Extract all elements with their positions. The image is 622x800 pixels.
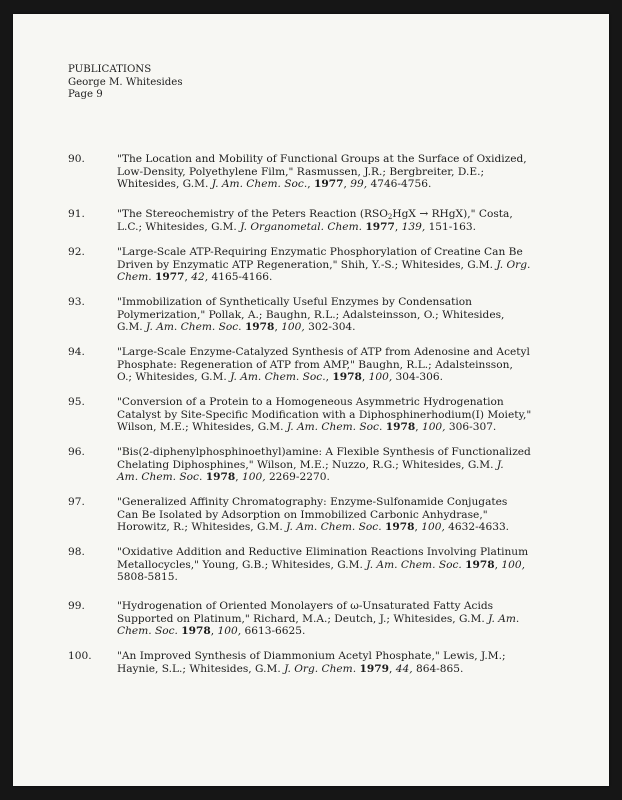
entry-number: 91. — [68, 208, 85, 220]
citation-line: Catalyst by Site-Specific Modification with a Diphosphinerhodium(I) Moiety," — [117, 408, 532, 421]
entry-citation — [117, 600, 557, 638]
citation-line: "Oxidative Addition and Reductive Elimination Reactions Involving Platinum — [117, 546, 529, 558]
citation-line: G.M. J. Am. Chem. Soc. 1978, 100, 302-304. — [117, 321, 356, 334]
entry-number: 93. — [68, 296, 85, 308]
header-title: PUBLICATIONS — [68, 64, 152, 75]
entry-citation — [117, 546, 557, 584]
citation-line: "Hydrogenation of Oriented Monolayers of ω-Unsaturated Fatty Acids — [117, 600, 494, 612]
entry-citation — [117, 396, 557, 434]
citation-line: Chelating Diphosphines," Wilson, M.E.; Nuzzo, R.G.; Whitesides, G.M. J. — [117, 458, 504, 471]
entry-number: 95. — [68, 396, 85, 408]
citation-line: Chem. 1977, 42, 4165-4166. — [117, 271, 273, 284]
citation-line: Phosphate: Regeneration of ATP from AMP," Baughn, R.L.; Adalsteinsson, — [117, 358, 513, 371]
citation-line: Can Be Isolated by Adsorption on Immobilized Carbonic Anhydrase," — [117, 508, 488, 521]
entry-citation — [117, 246, 557, 284]
citation-line: Wilson, M.E.; Whitesides, G.M. J. Am. Chem. Soc. 1978, 100, 306-307. — [117, 421, 497, 434]
citation-line: "Large-Scale ATP-Requiring Enzymatic Phosphorylation of Creatine Can Be — [117, 246, 523, 258]
citation-line: "The Stereochemistry of the Peters Reaction ($RSO_2HgX$ → RHgX)," Costa, — [117, 208, 513, 221]
header-author: George M. Whitesides — [68, 76, 183, 88]
citation-line: Metallocycles," Young, G.B.; Whitesides, G.M. J. Am. Chem. Soc. 1978, 100, — [117, 558, 525, 571]
entry-number: 98. — [68, 546, 85, 558]
citation-line: "Bis(2-diphenylphosphinoethyl)amine: A Flexible Synthesis of Functionalized — [117, 446, 531, 458]
citation-line: Supported on Platinum," Richard, M.A.; Deutch, J.; Whitesides, G.M. J. Am. — [117, 612, 520, 625]
citation-line: "An Improved Synthesis of Diammonium Acetyl Phosphate," Lewis, J.M.; — [117, 650, 506, 662]
citation-line: Horowitz, R.; Whitesides, G.M. J. Am. Chem. Soc. 1978, 100, 4632-4633. — [117, 521, 510, 534]
entry-citation — [117, 208, 557, 233]
citation-line: Haynie, S.L.; Whitesides, G.M. J. Org. Chem. 1979, 44, 864-865. — [117, 662, 464, 675]
citation-line: "Large-Scale Enzyme-Catalyzed Synthesis of ATP from Adenosine and Acetyl — [117, 346, 530, 358]
entry-number: 92. — [68, 246, 85, 258]
entry-number: 94. — [68, 346, 85, 358]
entry-citation — [117, 496, 557, 534]
citation-line: L.C.; Whitesides, G.M. J. Organometal. Chem. 1977, 139, 151-163. — [117, 220, 476, 233]
header-page-number: Page 9 — [68, 89, 103, 101]
citation-line: Driven by Enzymatic ATP Regeneration," Shih, Y.-S.; Whitesides, G.M. J. Org. — [117, 258, 531, 271]
citation-line: "Immobilization of Synthetically Useful Enzymes by Condensation — [117, 296, 472, 308]
entry-number: 100. — [68, 650, 92, 662]
entry-number: 99. — [68, 600, 85, 612]
citation-line: "Generalized Affinity Chromatography: Enzyme-Sulfonamide Conjugates — [117, 496, 508, 508]
entry-citation — [117, 296, 557, 334]
citation-line: 5808-5815. — [117, 571, 178, 584]
citation-line: "The Location and Mobility of Functional Groups at the Surface of Oxidized, — [117, 153, 527, 165]
entry-number: 97. — [68, 496, 85, 508]
citation-line: Low-Density, Polyethylene Film," Rasmussen, J.R.; Bergbreiter, D.E.; — [117, 165, 485, 178]
entry-citation — [117, 650, 557, 675]
entry-number: 90. — [68, 153, 85, 165]
entry-number: 96. — [68, 446, 85, 458]
citation-line: Chem. Soc. 1978, 100, 6613-6625. — [117, 625, 306, 638]
citation-line: "Conversion of a Protein to a Homogeneous Asymmetric Hydrogenation — [117, 396, 504, 408]
citation-line: Polymerization," Pollak, A.; Baughn, R.L.; Adalsteinsson, O.; Whitesides, — [117, 308, 505, 321]
citation-line: Am. Chem. Soc. 1978, 100, 2269-2270. — [117, 471, 330, 484]
entry-citation — [117, 446, 557, 484]
citation-line: Whitesides, G.M. J. Am. Chem. Soc., 1977, 99, 4746-4756. — [117, 178, 432, 191]
entry-citation — [117, 346, 557, 384]
citation-line: O.; Whitesides, G.M. J. Am. Chem. Soc., 1978, 100, 304-306. — [117, 371, 443, 384]
entry-citation — [117, 153, 557, 191]
